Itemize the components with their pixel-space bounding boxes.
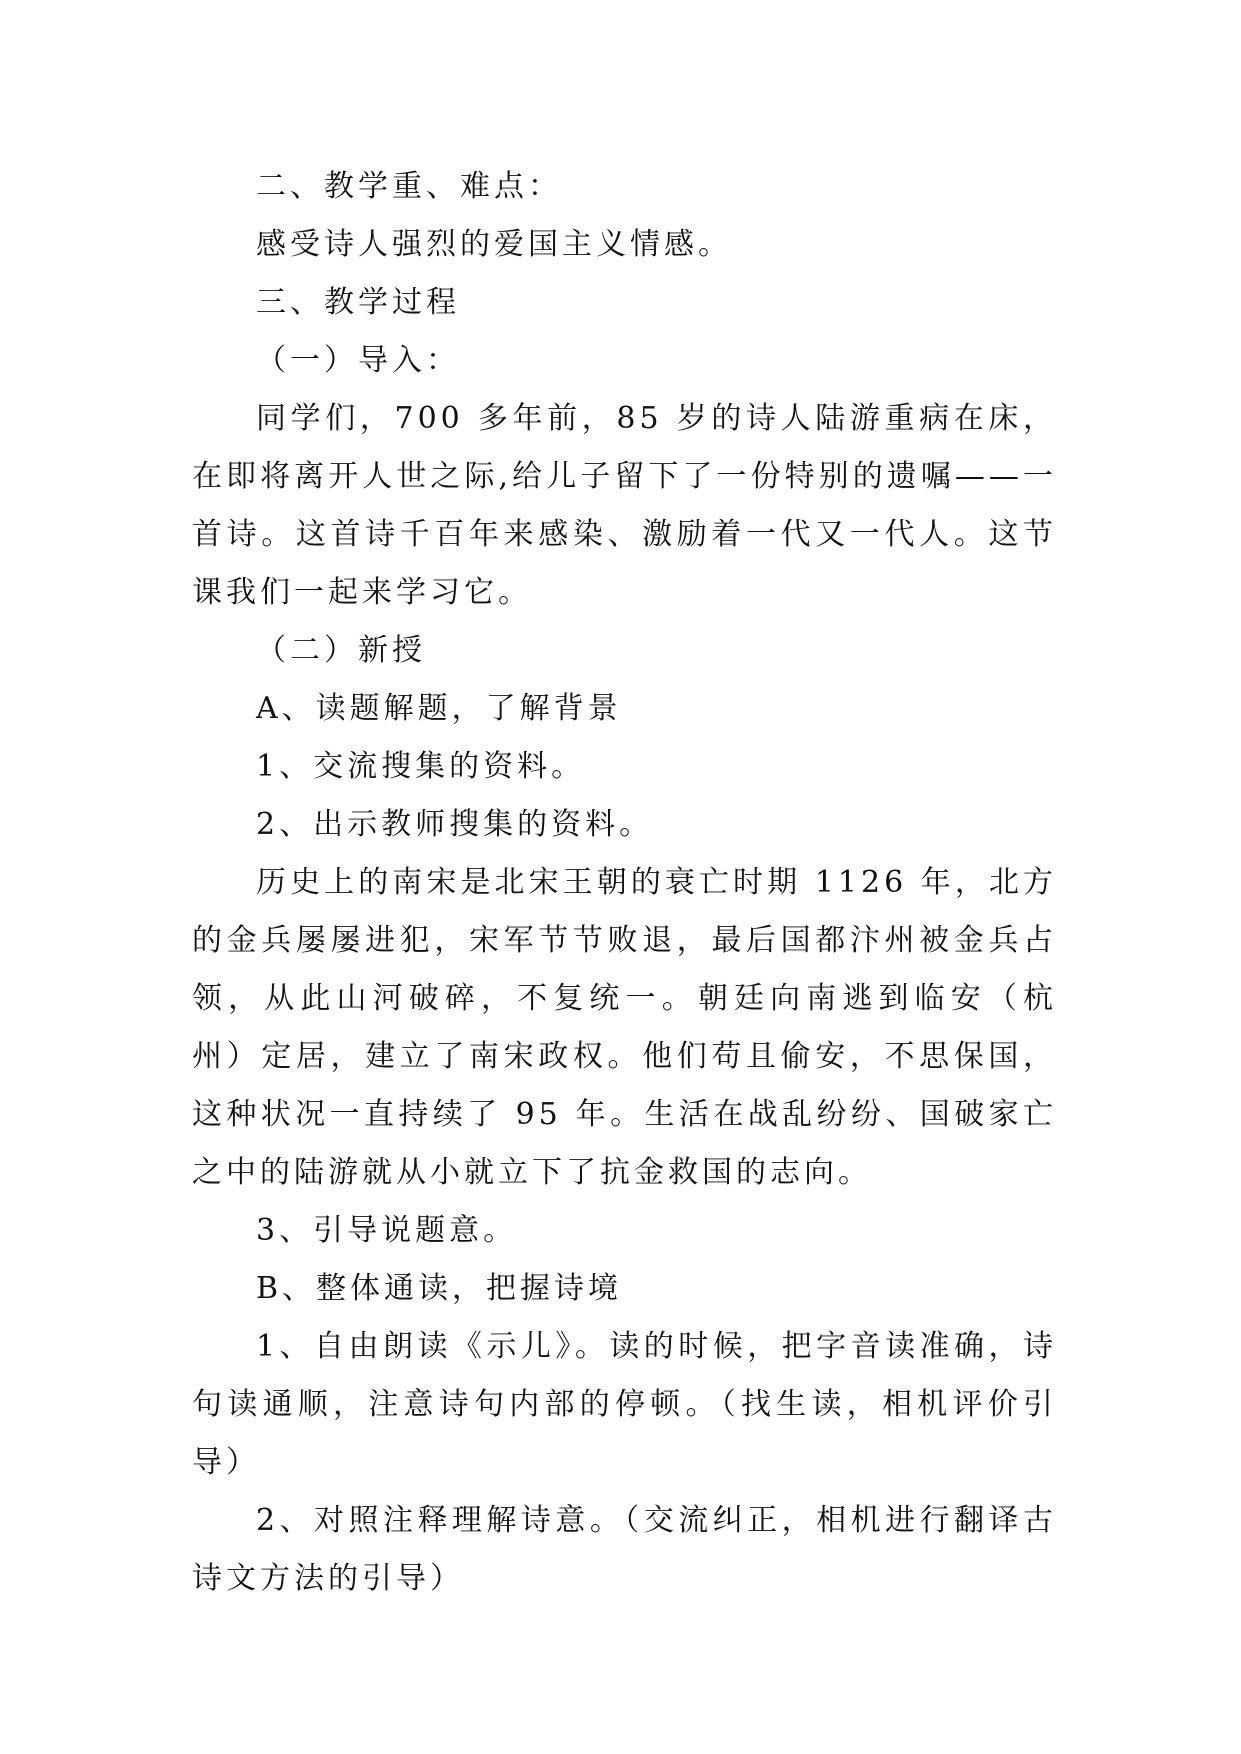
subheading-part-b: B、整体通读，把握诗境: [256, 1271, 623, 1306]
list-item-3: 3、引导说题意。: [256, 1213, 518, 1248]
subheading-introduction: （一）导入：: [256, 343, 460, 378]
section-heading-teaching-process: 三、教学过程: [256, 285, 460, 320]
list-item-b1: 1、自由朗读《示儿》。读的时候，把字音读准确，诗句读通顺，注意诗句内部的停顿。（找生读，相机评价引导）: [192, 1329, 1057, 1480]
subheading-new-lesson: （二）新授: [256, 633, 426, 668]
paragraph-introduction: 同学们，700 多年前，85 岁的诗人陆游重病在床，在即将离开人世之际,给儿子留下了一份特别的遗嘱——一首诗。这首诗千百年来感染、激励着一代又一代人。这节课我们一起来学习它。: [192, 401, 1057, 610]
section-heading-key-points: 二、教学重、难点：: [256, 169, 562, 204]
document-body: [192, 158, 1057, 1608]
paragraph-key-points-text: 感受诗人强烈的爱国主义情感。: [256, 227, 732, 262]
list-item-1: 1、交流搜集的资料。: [256, 749, 586, 784]
subheading-part-a: A、读题解题，了解背景: [256, 691, 622, 726]
list-item-b2: 2、对照注释理解诗意。（交流纠正，相机进行翻译古诗文方法的引导）: [192, 1503, 1057, 1596]
paragraph-history: 历史上的南宋是北宋王朝的衰亡时期 1126 年，北方的金兵屡屡进犯，宋军节节败退，最后国都汴州被金兵占领，从此山河破碎，不复统一。朝廷向南逃到临安（杭州）定居，建立了南宋政权。他们苟且偷安，不思保国，这种状况一直持续了 95 年。生活在战乱纷纷、国破家亡之中的陆游就从小就立下了抗金救国的志向。: [192, 865, 1057, 1190]
list-item-2: 2、出示教师搜集的资料。: [256, 807, 654, 842]
